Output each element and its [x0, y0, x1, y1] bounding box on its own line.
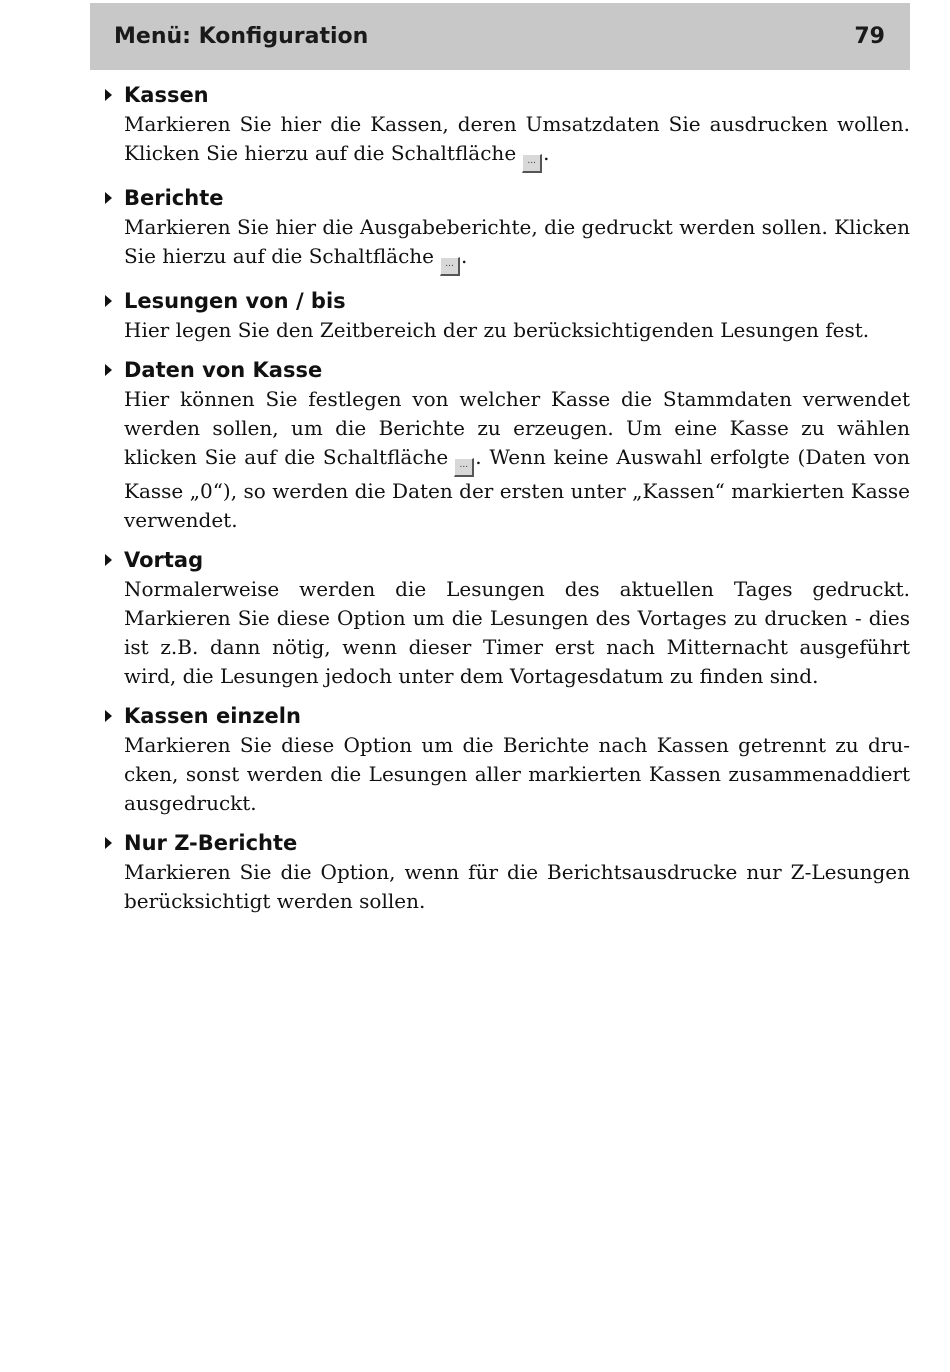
- entry-term: Nur Z-Berichte: [100, 828, 910, 858]
- entry-berichte: [100, 183, 910, 276]
- triangle-bullet-icon: [105, 295, 112, 307]
- ellipsis-button-icon: ...: [440, 257, 460, 276]
- entry-description: Normalerweise werden die Lesungen des aktuellen Tages gedruckt. Markieren Sie diese Option um die Lesungen des Vortages zu drucken - dies ist z.B. dann nötig, wenn dieser Timer erst nach Mitternacht ausgeführt wird, die Lesungen jedoch unter dem Vortagesdatum zu finden sind.: [124, 577, 910, 688]
- triangle-bullet-icon: [105, 364, 112, 376]
- entry-description: Hier können Sie festlegen von welcher Kasse die Stammdaten verwendet werden sollen, um die Berichte zu erzeugen. Um eine Kasse zu wählen klicken Sie auf die Schaltfläche ... . Wenn keine Auswahl erfolgte (Daten von Kasse „0“), so werden die Daten der ersten unter „Kassen“ markierten Kasse verwendet.: [124, 387, 910, 532]
- page-number: 79: [854, 24, 885, 49]
- entry-description: Markieren Sie die Option, wenn für die Berichtsausdrucke nur Z-Lesungen berücksichtigt werden sollen.: [124, 860, 910, 913]
- triangle-bullet-icon: [105, 554, 112, 566]
- header-title: Menü: Konfiguration: [114, 24, 369, 49]
- entry-term: Daten von Kasse: [100, 355, 910, 385]
- entry-term: Vortag: [100, 545, 910, 575]
- entry-lesungen-von-bis: [100, 286, 910, 345]
- entry-kassen: [100, 80, 910, 173]
- triangle-bullet-icon: [105, 710, 112, 722]
- entry-description: Hier legen Sie den Zeitbereich der zu berücksichtigenden Lesungen fest.: [124, 318, 870, 342]
- entry-term: Kassen einzeln: [100, 701, 910, 731]
- entry-term: Berichte: [100, 183, 910, 213]
- ellipsis-button-icon: ...: [454, 458, 474, 477]
- entry-description: Markieren Sie diese Option um die Berichte nach Kassen getrennt zu drucken, sonst werden die Lesungen aller markierten Kassen zusammenaddiert ausgedruckt.: [124, 733, 910, 815]
- triangle-bullet-icon: [105, 837, 112, 849]
- entry-description: Markieren Sie hier die Kassen, deren Umsatzdaten Sie ausdrucken wollen. Klicken Sie hierzu auf die Schaltfläche ... .: [124, 110, 910, 173]
- entry-nur-z-berichte: [100, 828, 910, 916]
- triangle-bullet-icon: [105, 89, 112, 101]
- entry-term: Kassen: [100, 80, 910, 110]
- triangle-bullet-icon: [105, 192, 112, 204]
- definition-list: [100, 80, 910, 926]
- ellipsis-button-icon: ...: [522, 154, 542, 173]
- entry-term: Lesungen von / bis: [100, 286, 910, 316]
- entry-daten-von-kasse: [100, 355, 910, 535]
- entry-description: Markieren Sie hier die Ausgabeberichte, die gedruckt werden sollen. Klicken Sie hierzu auf die Schaltfläche ... .: [124, 213, 910, 276]
- entry-kassen-einzeln: [100, 701, 910, 818]
- page-header: [90, 3, 910, 70]
- entry-vortag: [100, 545, 910, 691]
